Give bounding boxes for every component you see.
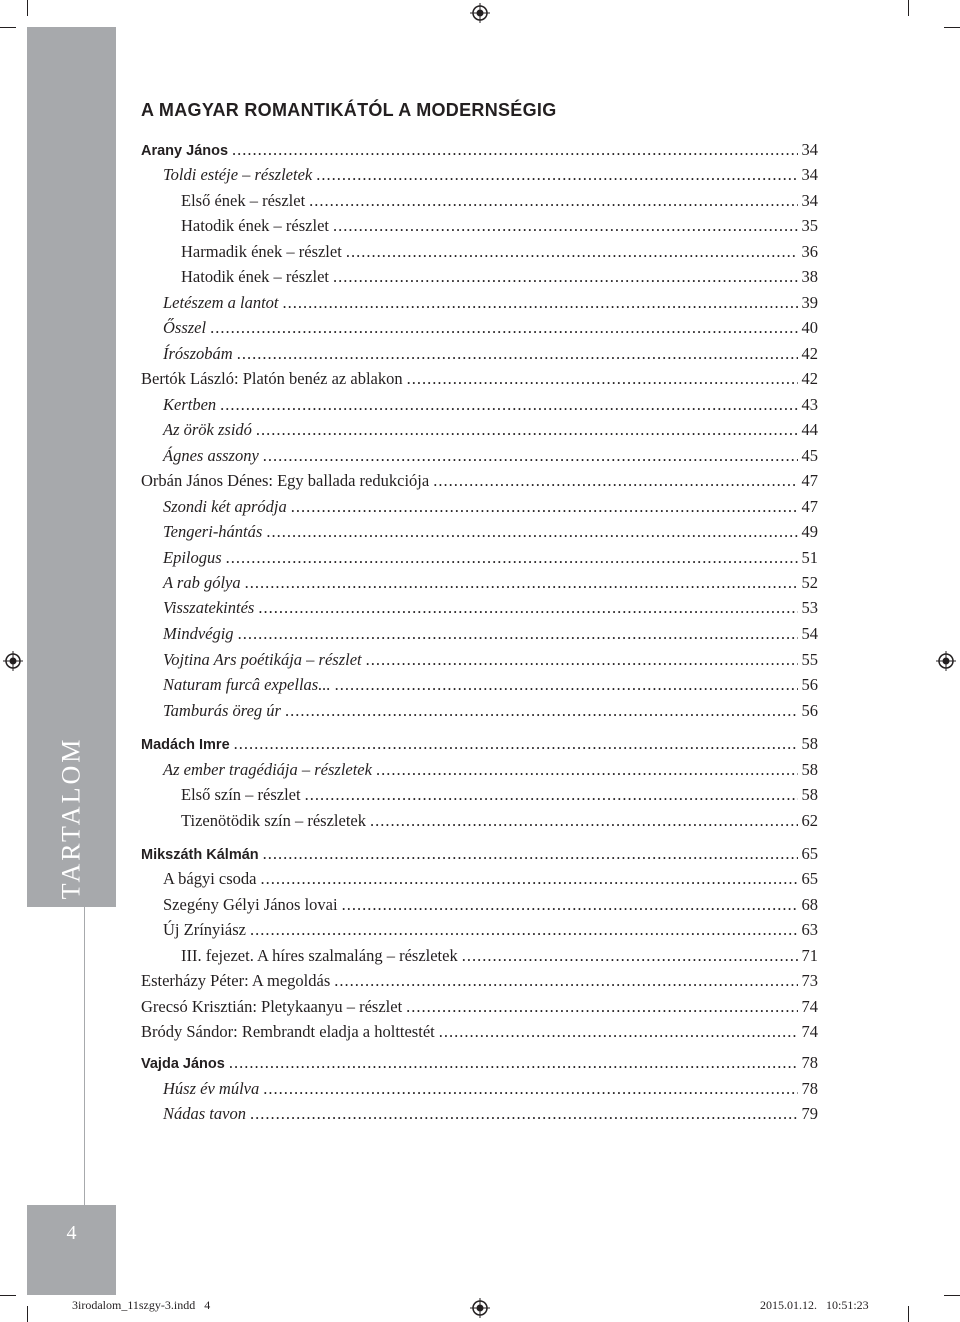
toc-entry-title: Mikszáth Kálmán — [141, 847, 259, 863]
toc-entry — [141, 1102, 818, 1126]
toc-entry-title: Hatodik ének – részlet — [181, 216, 329, 235]
toc-leader-dots — [462, 944, 798, 968]
toc-page-number: 39 — [801, 293, 818, 312]
toc-leader-dots — [366, 648, 798, 672]
section-title: A MAGYAR ROMANTIKÁTÓL A MODERNSÉGIG — [141, 100, 557, 120]
toc-entry-title: Ősszel — [163, 318, 207, 337]
toc-leader-dots — [439, 1020, 798, 1044]
toc-entry-title: Mindvégig — [163, 624, 234, 643]
toc-entry-title: Madách Imre — [141, 737, 230, 753]
toc-entry-title: Új Zrínyiász — [163, 920, 246, 939]
toc-leader-dots — [256, 418, 798, 442]
toc-page-number: 34 — [801, 140, 818, 159]
toc-entry — [141, 699, 818, 723]
toc-page-number: 68 — [801, 895, 818, 914]
toc-page-number: 79 — [801, 1104, 818, 1123]
toc-page-number: 56 — [801, 675, 818, 694]
toc-entry-title: Bertók László: Platón benéz az ablakon — [141, 369, 403, 388]
toc-leader-dots — [238, 622, 798, 646]
toc-entry — [141, 520, 818, 544]
toc-page-number: 38 — [801, 267, 818, 286]
toc-entry-title: Harmadik ének – részlet — [181, 242, 342, 261]
toc-leader-dots — [316, 163, 797, 187]
sidebar-label-text: TARTALOM — [56, 736, 86, 899]
toc-author-entry — [141, 842, 818, 866]
toc-leader-dots — [376, 758, 798, 782]
toc-entry-title: Írószobám — [163, 344, 233, 363]
toc-leader-dots — [291, 495, 798, 519]
toc-leader-dots — [220, 393, 797, 417]
toc-page-number: 73 — [801, 971, 818, 990]
toc-entry — [141, 546, 818, 570]
toc-entry — [141, 265, 818, 289]
toc-page-number: 36 — [801, 242, 818, 261]
toc-page-number: 58 — [801, 785, 818, 804]
toc-page-number: 51 — [801, 548, 818, 567]
toc-leader-dots — [406, 995, 797, 1019]
toc-entry — [141, 367, 818, 391]
toc-page-number: 43 — [801, 395, 818, 414]
toc-entry-title: Kertben — [163, 395, 217, 414]
toc-entry-title: Arany János — [141, 143, 229, 159]
toc-entry — [141, 214, 818, 238]
registration-mark-icon — [936, 651, 956, 671]
toc-page-number: 35 — [801, 216, 818, 235]
toc-entry — [141, 893, 818, 917]
toc-leader-dots — [283, 291, 798, 315]
toc-leader-dots — [258, 596, 797, 620]
toc-entry-title: Ágnes asszony — [163, 446, 259, 465]
toc-author-entry — [141, 138, 818, 162]
page-number: 4 — [66, 1222, 77, 1244]
toc-entry-title: Tizenötödik szín – részletek — [181, 811, 366, 830]
toc-leader-dots — [433, 469, 797, 493]
toc-leader-dots — [237, 342, 798, 366]
sidebar-label — [27, 730, 116, 905]
toc-entry — [141, 469, 818, 493]
toc-entry — [141, 393, 818, 417]
page-number-box — [27, 1205, 116, 1295]
toc-entry-title: Toldi estéje – részletek — [163, 165, 313, 184]
toc-entry-title: Tengeri-hántás — [163, 522, 263, 541]
toc-entry-title: Nádas tavon — [163, 1104, 246, 1123]
footer-timestamp: 2015.01.12. 10:51:23 — [760, 1298, 869, 1312]
toc-leader-dots — [226, 546, 798, 570]
toc-leader-dots — [263, 444, 798, 468]
toc-leader-dots — [234, 732, 798, 756]
toc-entry — [141, 596, 818, 620]
toc-leader-dots — [407, 367, 798, 391]
crop-mark — [908, 1306, 909, 1322]
registration-mark-icon — [3, 651, 23, 671]
toc-leader-dots — [335, 673, 798, 697]
toc-leader-dots — [285, 699, 798, 723]
toc-page-number: 65 — [801, 844, 818, 863]
toc-leader-dots — [334, 969, 797, 993]
toc-page-number: 65 — [801, 869, 818, 888]
sidebar-divider — [84, 907, 85, 1205]
toc-leader-dots — [260, 867, 797, 891]
toc-entry-title: A rab gólya — [163, 573, 241, 592]
toc-page-number: 58 — [801, 734, 818, 753]
toc-entry-title: Hatodik ének – részlet — [181, 267, 329, 286]
toc-entry-title: Vojtina Ars poétikája – részlet — [163, 650, 362, 669]
toc-entry-title: Első szín – részlet — [181, 785, 301, 804]
toc-entry — [141, 571, 818, 595]
toc-entry — [141, 163, 818, 187]
toc-entry — [141, 867, 818, 891]
toc-entry — [141, 809, 818, 833]
toc-leader-dots — [263, 842, 798, 866]
toc-entry-title: Első ének – részlet — [181, 191, 306, 210]
toc-entry — [141, 240, 818, 264]
registration-mark-icon — [470, 1298, 490, 1318]
toc-entry-title: Szondi két apródja — [163, 497, 287, 516]
toc-entry-title: A bágyi csoda — [163, 869, 257, 888]
toc-page-number: 52 — [801, 573, 818, 592]
toc-leader-dots — [342, 893, 798, 917]
toc-entry-title: Letészem a lantot — [163, 293, 279, 312]
toc-entry — [141, 418, 818, 442]
toc-entry — [141, 189, 818, 213]
toc-entry-title: Szegény Gélyi János lovai — [163, 895, 338, 914]
crop-mark — [0, 27, 16, 28]
toc-entry-title: Naturam furcâ expellas... — [163, 675, 331, 694]
toc-entry — [141, 995, 818, 1019]
crop-mark — [908, 0, 909, 16]
crop-mark — [944, 1295, 960, 1296]
toc-leader-dots — [250, 918, 798, 942]
toc-entry — [141, 342, 818, 366]
toc-page-number: 74 — [801, 1022, 818, 1041]
toc-entry-title: Az ember tragédiája – részletek — [163, 760, 372, 779]
toc-page-number: 49 — [801, 522, 818, 541]
toc-leader-dots — [309, 189, 797, 213]
toc-page-number: 56 — [801, 701, 818, 720]
toc-author-entry — [141, 1051, 818, 1075]
toc-page-number: 58 — [801, 760, 818, 779]
toc-page-number: 44 — [801, 420, 818, 439]
toc-leader-dots — [245, 571, 798, 595]
toc-entry — [141, 758, 818, 782]
toc-page-number: 42 — [801, 369, 818, 388]
toc-entry — [141, 648, 818, 672]
toc-leader-dots — [263, 1077, 797, 1101]
toc-entry-title: Húsz év múlva — [163, 1079, 260, 1098]
toc-entry-title: III. fejezet. A híres szalmaláng – részletek — [181, 946, 458, 965]
toc-entry-title: Bródy Sándor: Rembrandt eladja a holttestét — [141, 1022, 435, 1041]
toc-page-number: 47 — [801, 497, 818, 516]
toc-page-number: 71 — [801, 946, 818, 965]
toc-entry-title: Az örök zsidó — [163, 420, 252, 439]
toc-entry — [141, 291, 818, 315]
toc-entry — [141, 673, 818, 697]
crop-mark — [0, 1295, 16, 1296]
toc-leader-dots — [232, 138, 797, 162]
crop-mark — [944, 27, 960, 28]
toc-leader-dots — [370, 809, 798, 833]
footer-file-name: 3irodalom_11szgy-3.indd 4 — [72, 1298, 211, 1312]
toc-entry-title: Grecsó Krisztián: Pletykaanyu – részlet — [141, 997, 403, 1016]
toc-entry — [141, 444, 818, 468]
toc-page-number: 63 — [801, 920, 818, 939]
toc-page-number: 47 — [801, 471, 818, 490]
toc-entry-title: Visszatekintés — [163, 598, 255, 617]
toc-entry-title: Epilogus — [163, 548, 222, 567]
toc-page-number: 40 — [801, 318, 818, 337]
toc-page-number: 53 — [801, 598, 818, 617]
toc-leader-dots — [346, 240, 798, 264]
toc-page-number: 34 — [801, 191, 818, 210]
toc-page-number: 54 — [801, 624, 818, 643]
toc-leader-dots — [229, 1051, 798, 1075]
toc-entry — [141, 1020, 818, 1044]
toc-entry-title: Orbán János Dénes: Egy ballada redukciója — [141, 471, 430, 490]
toc-leader-dots — [333, 214, 798, 238]
registration-mark-icon — [470, 3, 490, 23]
toc-page-number: 78 — [801, 1053, 818, 1072]
toc-entry — [141, 316, 818, 340]
toc-entry — [141, 918, 818, 942]
crop-mark — [27, 1306, 28, 1322]
toc-entry — [141, 944, 818, 968]
toc-page-number: 78 — [801, 1079, 818, 1098]
toc-page-number: 62 — [801, 811, 818, 830]
toc-author-entry — [141, 732, 818, 756]
toc-entry — [141, 969, 818, 993]
toc-leader-dots — [266, 520, 797, 544]
toc-entry — [141, 783, 818, 807]
toc-leader-dots — [333, 265, 798, 289]
toc-leader-dots — [250, 1102, 798, 1126]
toc-entry — [141, 622, 818, 646]
toc-leader-dots — [210, 316, 797, 340]
toc-leader-dots — [305, 783, 798, 807]
toc-entry-title: Tamburás öreg úr — [163, 701, 281, 720]
toc-page-number: 45 — [801, 446, 818, 465]
toc-entry-title: Esterházy Péter: A megoldás — [141, 971, 331, 990]
toc-page-number: 55 — [801, 650, 818, 669]
toc-page-number: 74 — [801, 997, 818, 1016]
toc-entry — [141, 1077, 818, 1101]
toc-entry-title: Vajda János — [141, 1056, 225, 1072]
crop-mark — [27, 0, 28, 16]
toc-page-number: 42 — [801, 344, 818, 363]
toc-entry — [141, 495, 818, 519]
toc-page-number: 34 — [801, 165, 818, 184]
